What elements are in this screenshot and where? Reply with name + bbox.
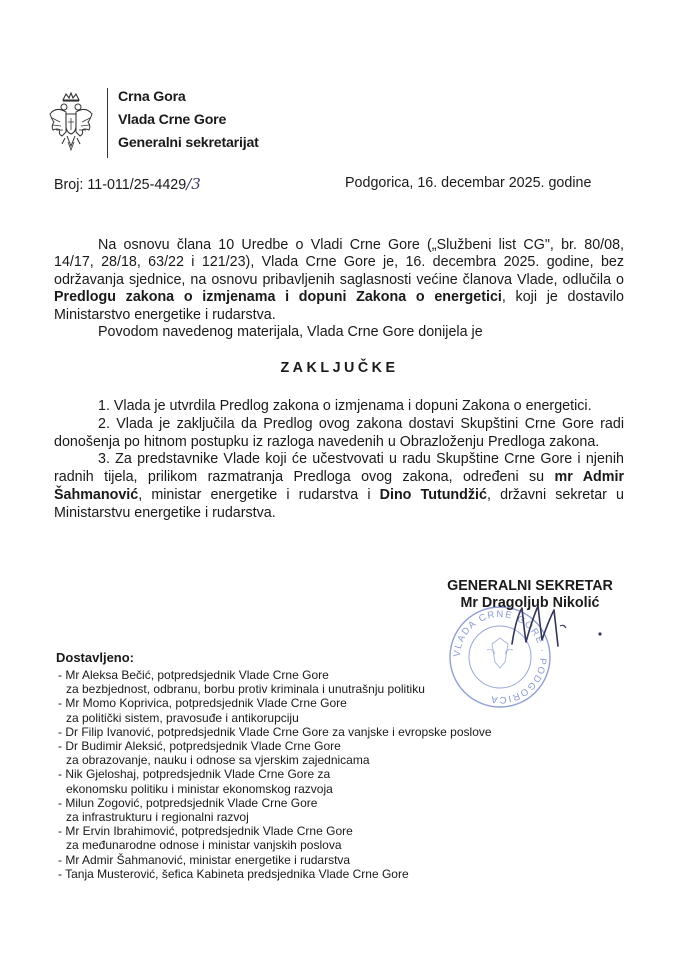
header-divider (107, 88, 108, 158)
distribution-item: - Mr Momo Koprivica, potpredsjednik Vlade Crne Gore za politički sistem, pravosuđe i antikorupciju (58, 696, 347, 725)
coat-of-arms-icon (48, 92, 94, 152)
conclusion-1: 1. Vlada je utvrdila Predlog zakona o izmjenama i dopuni Zakona o energetici. (98, 398, 592, 414)
distribution-label: Dostavljeno: (56, 650, 135, 665)
distribution-item: - Dr Budimir Aleksić, potpredsjednik Vlade Crne Gore za obrazovanje, nauku i odnose sa vjerskim zajednicama (58, 739, 370, 768)
intro-paragraph-1: Na osnovu člana 10 Uredbe o Vladi Crne Gore („Službeni list CG", br. 80/08, 14/17, 28/18, 63/22 i 121/23), Vlada Crne Gore je, 16. decembra 2025. godine, bez održavanja sjednice, na osnovu pribavljenih saglasnosti većine članova Vlade, odlučila o Predlogu zakona o izmjenama i dopuni Zakona o energetici, koji je dostavilo Ministarstvo energetike i rudarstva. (54, 237, 624, 323)
intro-paragraph-2: Povodom navedenog materijala, Vlada Crne Gore donijela je (98, 324, 483, 341)
distribution-list (58, 668, 492, 881)
header-government: Vlada Crne Gore (118, 112, 227, 128)
header-country: Crna Gora (118, 89, 186, 105)
document-number-suffix: /3 (186, 175, 201, 193)
document-number-label: Broj: 11-011/25-4429 (54, 177, 187, 193)
distribution-item: - Tanja Musterović, šefica Kabineta predsjednika Vlade Crne Gore (58, 866, 409, 881)
place-date: Podgorica, 16. decembar 2025. godine (345, 175, 592, 191)
signatory-name: Mr Dragoljub Nikolić (460, 595, 600, 611)
distribution-item: - Mr Aleksa Bečić, potpredsjednik Vlade Crne Gore za bezbjednost, odbranu, borbu protiv kriminala i unutrašnju politiku (58, 668, 425, 697)
conclusion-3: 3. Za predstavnike Vlade koji će učestvovati u radu Skupštine Crne Gore i njenih radnih tijela, prilikom razmatranja Predloga ovog zakona, određeni su mr Admir Šahmanović, ministar energetike i rudarstva i Dino Tutundžić, državni sekretar u Ministarstvu energetike i rudarstva. (54, 451, 625, 521)
distribution-item: - Nik Gjeloshaj, potpredsjednik Vlade Crne Gore za ekonomsku politiku i ministar ekonomskog razvoja (58, 767, 333, 796)
header-secretariat: Generalni sekretarijat (118, 135, 259, 151)
intro-text (54, 237, 624, 341)
law-title: Predlogu zakona o izmjenama i dopuni Zakona o energetici (54, 289, 502, 306)
stamp-text: VLADA CRNE GORE · PODGORICA (451, 608, 549, 706)
distribution-item: - Mr Admir Šahmanović, ministar energetike i rudarstva (58, 852, 351, 867)
representative-2: Dino Tutundžić (379, 486, 487, 503)
conclusions-list (54, 398, 624, 523)
signatory-title: GENERALNI SEKRETAR (447, 578, 613, 594)
representative-1: mr Admir Šahmanović (54, 469, 625, 503)
handwritten-signature (506, 598, 606, 656)
conclusions-title: ZAKLJUČKE (280, 360, 399, 376)
conclusion-2: 2. Vlada je zaključila da Predlog ovog zakona dostavi Skupštini Crne Gore radi donošenja po hitnom postupku iz razloga navedenih u Obrazloženju Predloga zakona. (54, 415, 624, 450)
distribution-item: - Milun Zogović, potpredsjednik Vlade Crne Gore za infrastrukturu i regionalni razvoj (58, 795, 318, 825)
document-number (54, 175, 201, 193)
distribution-item: - Mr Ervin Ibrahimović, potpredsjednik Vlade Crne Gore za međunarodne odnose i ministar vanjskih poslova (58, 824, 353, 853)
distribution-item: - Dr Filip Ivanović, potpredsjednik Vlade Crne Gore za vanjske i evropske poslove (58, 724, 492, 739)
